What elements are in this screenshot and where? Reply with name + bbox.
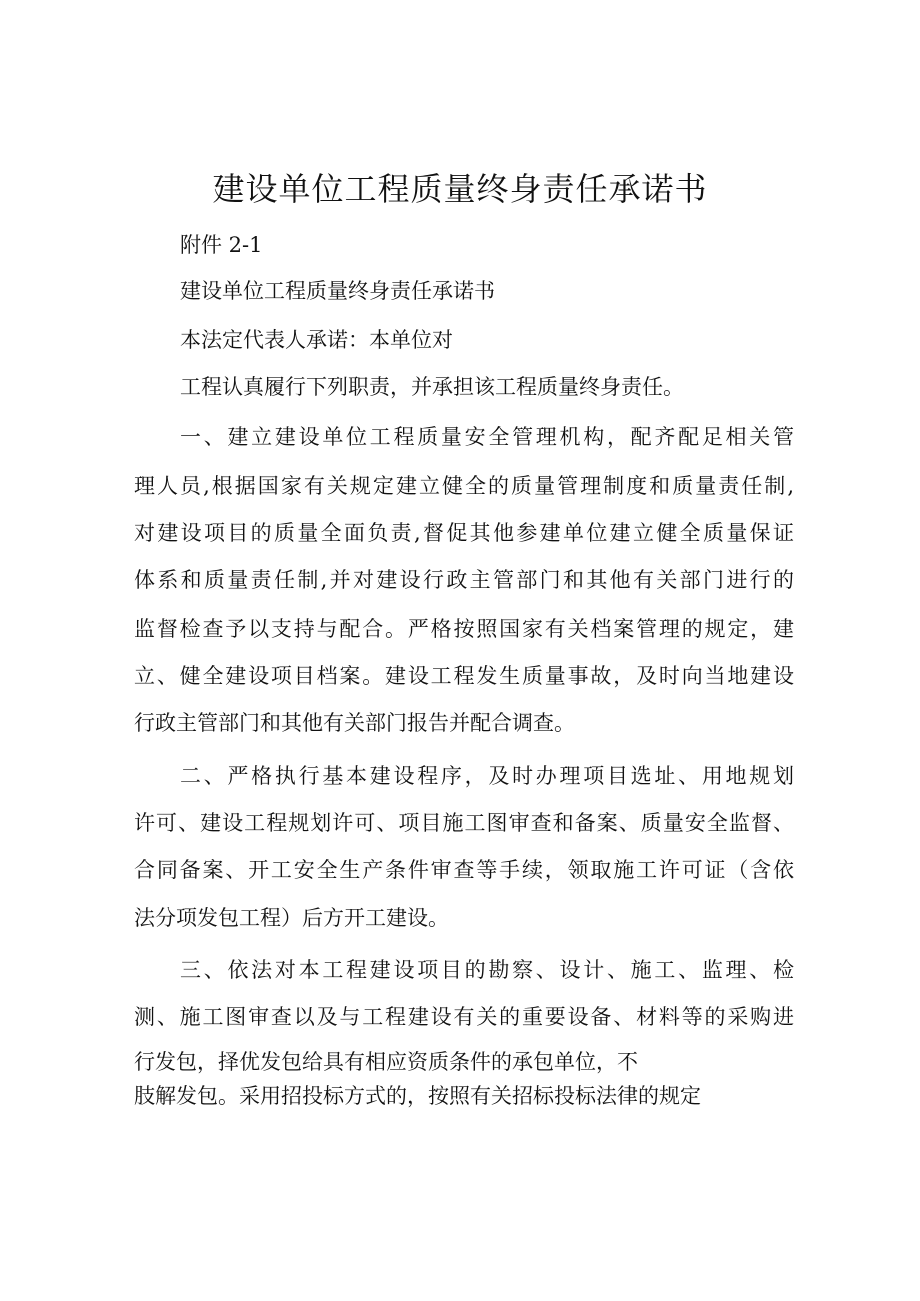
intro-line: 工程认真履行下列职责，并承担该工程质量终身责任。 [180,375,684,399]
paragraph-1-line: 体系和质量责任制,并对建设行政主管部门和其他有关部门进行的 [134,568,794,592]
paragraph-2-line: 二、严格执行基本建设程序，及时办理项目选址、用地规划 [180,764,794,788]
intro-line: 本法定代表人承诺：本单位对 [180,328,453,352]
paragraph-2-line: 法分项发包工程）后方开工建设。 [134,906,449,930]
paragraph-3-line: 肢解发包。采用招投标方式的，按照有关招标投标法律的规定 [134,1084,701,1108]
paragraph-2-line: 合同备案、开工安全生产条件审查等手续，领取施工许可证（含依 [134,858,794,882]
paragraph-1-line: 监督检查予以支持与配合。严格按照国家有关档案管理的规定，建 [134,617,794,641]
paragraph-1-line: 对建设项目的质量全面负责,督促其他参建单位建立健全质量保证 [134,521,794,545]
paragraph-3-line: 测、施工图审查以及与工程建设有关的重要设备、材料等的采购进 [134,1005,794,1029]
paragraph-3-line: 三、依法对本工程建设项目的勘察、设计、施工、监理、检 [180,958,794,982]
paragraph-1-line: 立、健全建设项目档案。建设工程发生质量事故，及时向当地建设 [134,664,794,688]
paragraph-3-line: 行发包，择优发包给具有相应资质条件的承包单位，不 [134,1050,638,1074]
attachment-label: 附件 2-1 [180,233,263,257]
paragraph-2-line: 许可、建设工程规划许可、项目施工图审查和备案、质量安全监督、 [134,811,794,835]
paragraph-1-line: 一、建立建设单位工程质量安全管理机构，配齐配足相关管 [180,425,794,449]
document-subtitle: 建设单位工程质量终身责任承诺书 [180,279,495,303]
paragraph-1-line: 行政主管部门和其他有关部门报告并配合调查。 [134,711,575,735]
document-title: 建设单位工程质量终身责任承诺书 [212,170,708,208]
paragraph-1-line: 理人员,根据国家有关规定建立健全的质量管理制度和质量责任制, [134,474,794,498]
